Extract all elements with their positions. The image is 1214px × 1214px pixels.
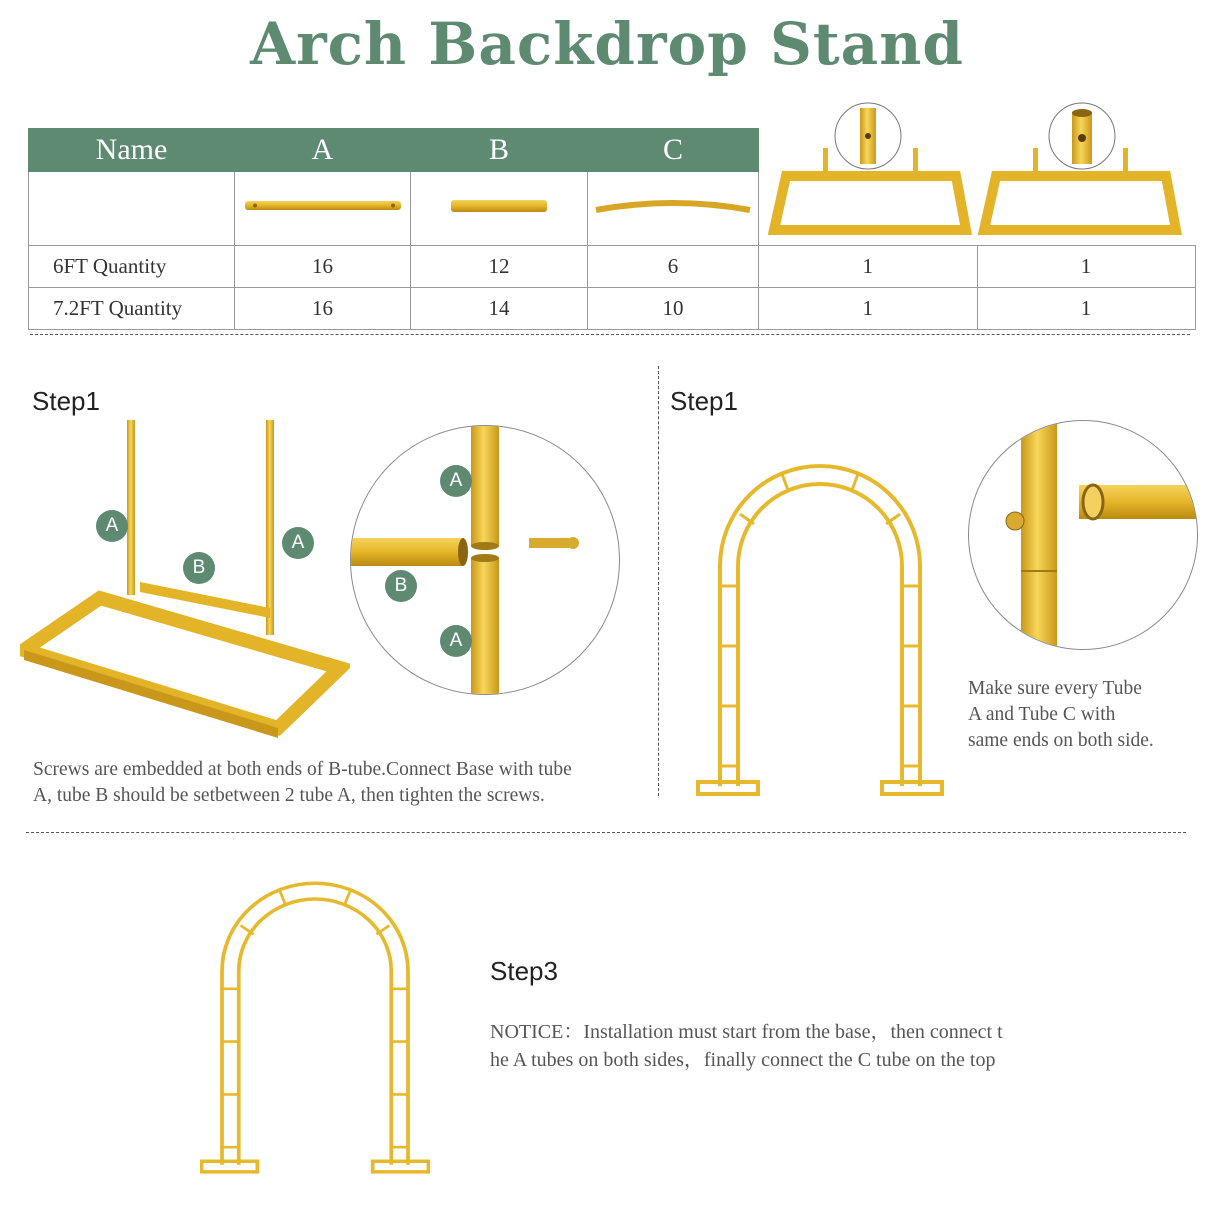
tube-a-image: [235, 172, 411, 246]
note-line: Make sure every Tube: [968, 678, 1142, 699]
step1-right-note: [968, 676, 1198, 754]
label-a-bottom: A: [440, 625, 472, 657]
tube-b-image: [411, 172, 588, 246]
connection-detail-circle: [350, 425, 620, 695]
table-cell: 16: [235, 288, 411, 330]
step1-left-title: Step1: [32, 386, 100, 416]
label-b: B: [183, 552, 215, 584]
header-name: Name: [29, 129, 235, 172]
label-a-right: A: [282, 527, 314, 559]
note-line: NOTICE：Installation must start from the base，then connect t: [490, 1021, 1003, 1043]
base-image-2: [984, 103, 1176, 230]
table-cell: 10: [588, 288, 759, 330]
tube-c-image: [588, 172, 759, 246]
row-label: 6FT Quantity: [29, 246, 235, 288]
base-images: [768, 98, 1198, 238]
header-b: B: [411, 129, 588, 172]
label-b-detail: B: [385, 570, 417, 602]
table-cell: 12: [411, 246, 588, 288]
table-row: [29, 288, 1196, 330]
row-label: 7.2FT Quantity: [29, 288, 235, 330]
page-title: Arch Backdrop Stand: [250, 10, 964, 78]
divider-top: [30, 334, 1190, 335]
base-assembly-diagram: [20, 418, 350, 748]
arch-diagram-step1: [690, 420, 960, 800]
header-a: A: [235, 129, 411, 172]
step1-left-note: [33, 757, 653, 809]
table-cell: 14: [411, 288, 588, 330]
header-c: C: [588, 129, 759, 172]
label-a-left: A: [96, 510, 128, 542]
step3-title: Step3: [490, 956, 558, 986]
table-row: [29, 246, 1196, 288]
table-cell: 16: [235, 246, 411, 288]
arch-diagram-step3: [200, 844, 430, 1184]
note-line: Screws are embedded at both ends of B-tube.Connect Base with tube: [33, 759, 572, 780]
label-a-top: A: [440, 465, 472, 497]
table-cell: 1: [759, 288, 978, 330]
note-line: he A tubes on both sides，finally connect the C tube on the top: [490, 1049, 996, 1071]
note-line: A and Tube C with: [968, 704, 1116, 725]
note-line: same ends on both side.: [968, 730, 1154, 751]
base-image-1: [774, 103, 966, 230]
step3-note: [490, 1018, 1120, 1074]
table-cell: 1: [977, 288, 1195, 330]
tube-join-detail-circle: [968, 420, 1198, 650]
table-cell: 1: [977, 246, 1195, 288]
step1-right-title: Step1: [670, 386, 738, 416]
table-cell: 1: [759, 246, 978, 288]
note-line: A, tube B should be setbetween 2 tube A, then tighten the screws.: [33, 785, 545, 806]
divider-vertical: [658, 366, 659, 796]
divider-middle: [26, 832, 1186, 833]
table-cell: 6: [588, 246, 759, 288]
